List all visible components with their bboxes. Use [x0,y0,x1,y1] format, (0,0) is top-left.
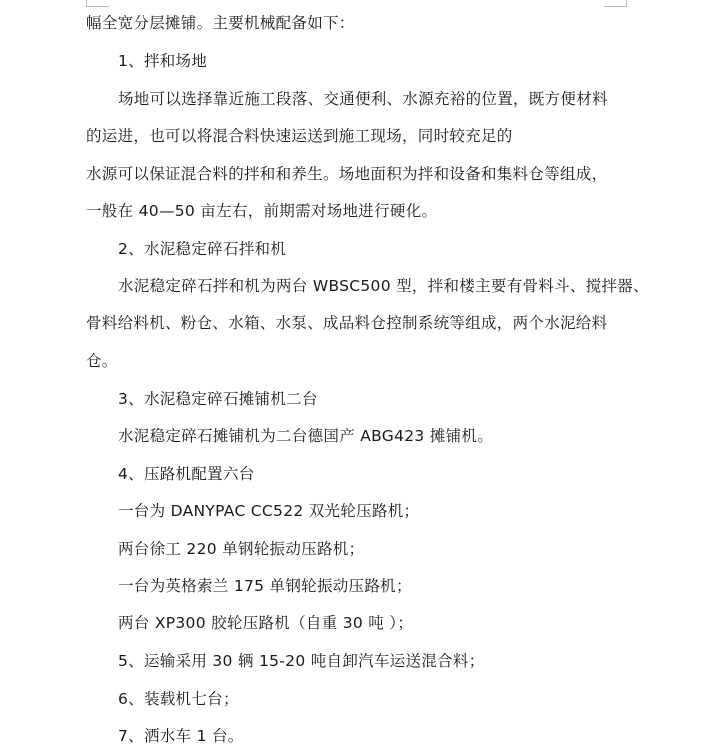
list-item: 一台为英格索兰 175 单钢轮振动压路机； [118,577,412,595]
paragraph-line: 骨料给料机、粉仓、水箱、水泵、成品料仓控制系统等组成，两个水泥给料 [86,314,608,332]
paragraph-line: 的运进，也可以将混合料快速运送到施工现场，同时较充足的 [86,127,513,145]
list-item-transport: 5、运输采用 30 辆 15-20 吨自卸汽车运送混合料； [118,652,485,670]
list-item-water-truck: 7、洒水车 1 台。 [118,727,244,745]
paragraph-line: 仓。 [86,352,118,370]
paragraph-line: 一般在 40—50 亩左右，前期需对场地进行硬化。 [86,202,438,220]
list-item: 两台 XP300 胶轮压路机（自重 30 吨 ）； [118,614,414,632]
heading-paver: 3、水泥稳定碎石摊铺机二台 [118,390,318,408]
list-item: 两台徐工 220 单钢轮振动压路机； [118,540,365,558]
paragraph-line: 水泥稳定碎石拌和机为两台 WBSC500 型，拌和楼主要有骨料斗、搅拌器、 [118,277,649,295]
list-item: 一台为 DANYPAC CC522 双光轮压路机； [118,502,420,520]
list-item-loader: 6、装载机七台； [118,690,239,708]
paragraph-line: 水源可以保证混合料的拌和和养生。场地面积为拌和设备和集料仓等组成， [86,165,608,183]
page-corner-mark-left [86,0,109,7]
heading-rollers: 4、压路机配置六台 [118,465,255,483]
heading-mixing-site: 1、拌和场地 [118,52,208,70]
heading-cement-mixer: 2、水泥稳定碎石拌和机 [118,240,287,258]
paragraph-line: 场地可以选择靠近施工段落、交通便利、水源充裕的位置，既方便材料 [118,90,608,108]
paragraph-line: 水泥稳定碎石摊铺机为二台德国产 ABG423 摊铺机。 [118,427,494,445]
page-corner-mark-right [604,0,627,7]
paragraph-continuation-line: 幅全宽分层摊铺。主要机械配备如下： [86,14,355,32]
